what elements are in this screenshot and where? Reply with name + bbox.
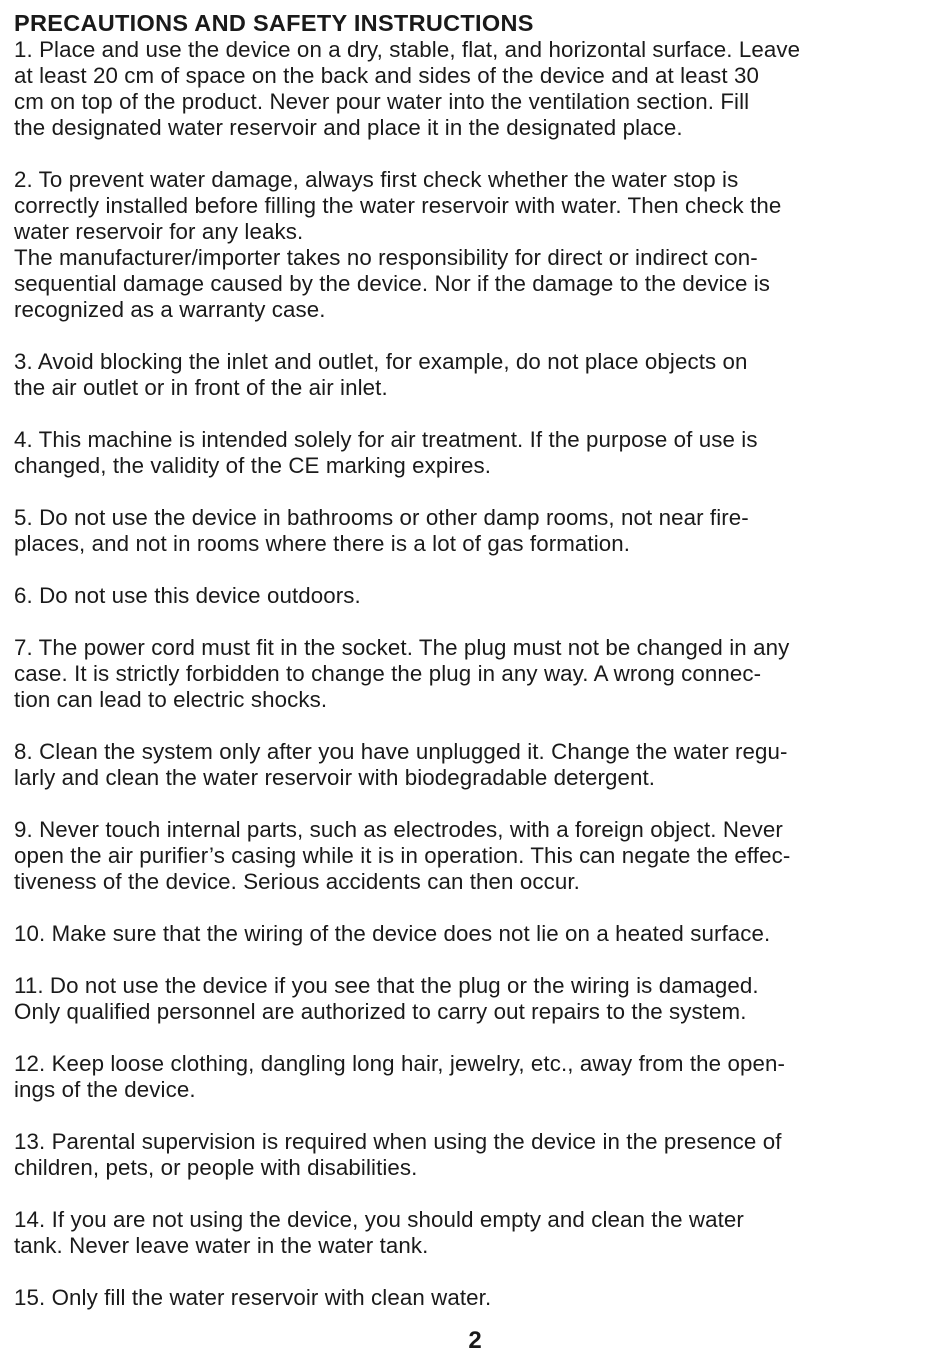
instruction-1: 1. Place and use the device on a dry, stable, flat, and horizontal surface. Leave at least 20 cm of space on the back and sides of the device and at least 30 cm on top of the product. Never pour water into the ventilation section. Fill the designated water reservoir and place it in the designated place. xyxy=(14,37,801,140)
instruction-6: 6. Do not use this device outdoors. xyxy=(14,583,361,608)
page-title: PRECAUTIONS AND SAFETY INSTRUCTIONS xyxy=(14,10,534,36)
instructions-list xyxy=(14,37,944,1311)
instruction-11: 11. Do not use the device if you see that the plug or the wiring is damaged. Only qualified personnel are authorized to carry out repairs to the system. xyxy=(14,973,759,1024)
instruction-9: 9. Never touch internal parts, such as electrodes, with a foreign object. Never open the air purifier’s casing while it is in operation. This can negate the effec- tiveness of the device. Serious accidents can then occur. xyxy=(14,817,791,894)
instruction-13: 13. Parental supervision is required when using the device in the presence of children, pets, or people with disabilities. xyxy=(14,1129,782,1180)
instruction-12: 12. Keep loose clothing, dangling long hair, jewelry, etc., away from the open- ings of the device. xyxy=(14,1051,785,1102)
instruction-8: 8. Clean the system only after you have unplugged it. Change the water regu- larly and clean the water reservoir with biodegradable detergent. xyxy=(14,739,788,790)
instruction-2: 2. To prevent water damage, always first check whether the water stop is correctly installed before filling the water reservoir with water. Then check the water reservoir for any leaks. The manufacturer/importer takes no responsibility for direct or indirect con- sequential damage caused by the device. Nor if the damage to the device is recognized as a warranty case. xyxy=(14,167,782,322)
instruction-4: 4. This machine is intended solely for air treatment. If the purpose of use is changed, the validity of the CE marking expires. xyxy=(14,427,758,478)
instruction-7: 7. The power cord must fit in the socket. The plug must not be changed in any case. It is strictly forbidden to change the plug in any way. A wrong connec- tion can lead to electric shocks. xyxy=(14,635,790,712)
page-number: 2 xyxy=(468,1327,482,1354)
instruction-14: 14. If you are not using the device, you should empty and clean the water tank. Never leave water in the water tank. xyxy=(14,1207,744,1258)
instruction-10: 10. Make sure that the wiring of the device does not lie on a heated surface. xyxy=(14,921,771,946)
document-page xyxy=(14,9,944,1337)
instruction-5: 5. Do not use the device in bathrooms or other damp rooms, not near fire- places, and not in rooms where there is a lot of gas formation. xyxy=(14,505,749,556)
instruction-3: 3. Avoid blocking the inlet and outlet, for example, do not place objects on the air outlet or in front of the air inlet. xyxy=(14,349,748,400)
instruction-15: 15. Only fill the water reservoir with clean water. xyxy=(14,1285,492,1310)
